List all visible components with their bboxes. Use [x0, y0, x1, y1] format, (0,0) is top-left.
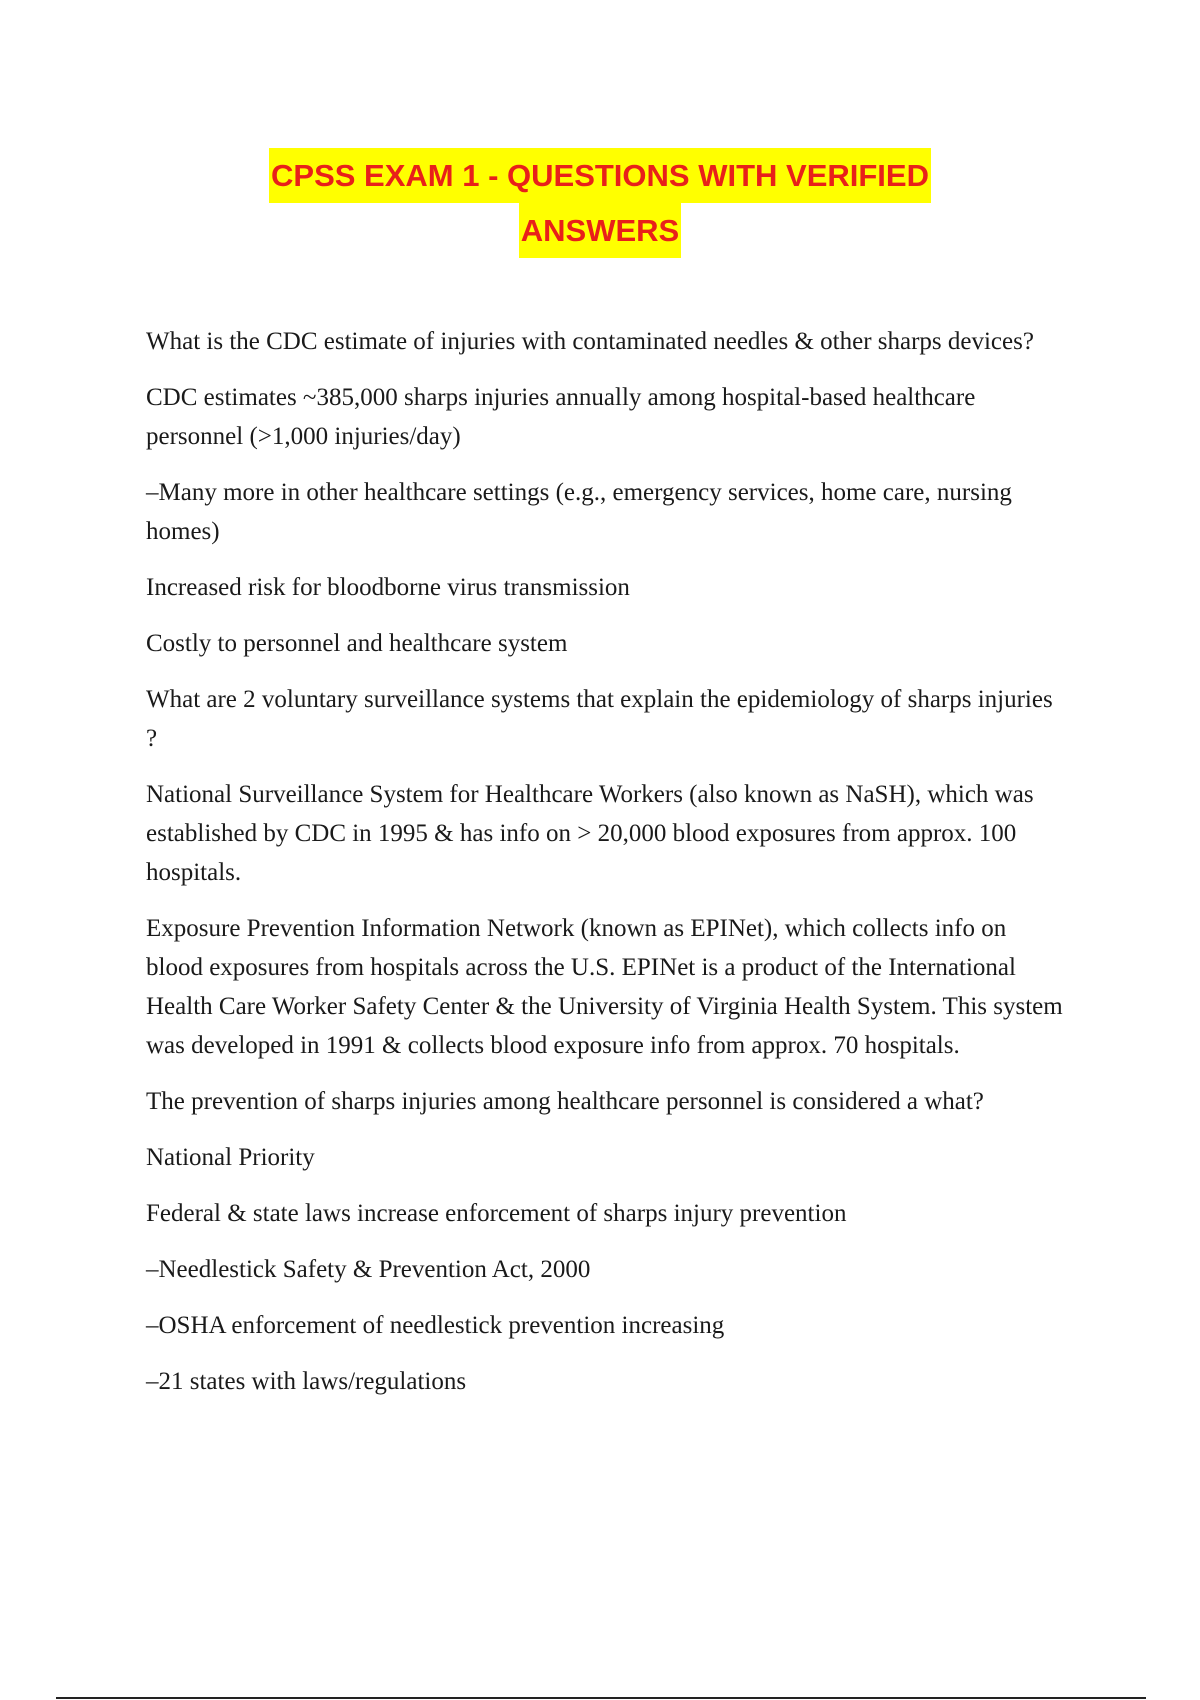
answer-other-settings: –Many more in other healthcare settings (e.g., emergency services, home care, nursing homes) [146, 479, 1012, 545]
answer-needlestick-act: –Needlestick Safety & Prevention Act, 2000 [146, 1256, 591, 1283]
answer-epinet: Exposure Prevention Information Network (known as EPINet), which collects info on blood exposures from hospitals across the U.S. EPINet is a product of the International Health Care Worker Safety Center & the University of Virginia Health System. This system was developed in 1991 & collects blood exposure info from approx. 70 hospitals. [146, 915, 1063, 1059]
question-cdc-estimate: What is the CDC estimate of injuries with contaminated needles & other sharps devices? [146, 328, 1034, 355]
answer-federal-state-laws: Federal & state laws increase enforcement of sharps injury prevention [146, 1200, 847, 1227]
answer-costly: Costly to personnel and healthcare system [146, 630, 568, 657]
answer-osha-enforcement: –OSHA enforcement of needlestick prevention increasing [146, 1312, 725, 1339]
answer-cdc-estimate: CDC estimates ~385,000 sharps injuries annually among hospital-based healthcare personnel (>1,000 injuries/day) [146, 384, 976, 450]
answer-nash: National Surveillance System for Healthcare Workers (also known as NaSH), which was established by CDC in 1995 & has info on > 20,000 blood exposures from approx. 100 hospitals. [146, 781, 1034, 886]
page-bottom-rule [56, 1697, 1146, 1699]
answer-national-priority: National Priority [146, 1144, 315, 1171]
question-prevention-priority: The prevention of sharps injuries among healthcare personnel is considered a what? [146, 1088, 984, 1115]
title-line-2: ANSWERS [519, 203, 681, 258]
question-surveillance-systems: What are 2 voluntary surveillance systems that explain the epidemiology of sharps injuries ? [146, 686, 1053, 752]
answer-state-laws: –21 states with laws/regulations [146, 1368, 467, 1395]
document-title [0, 148, 1200, 258]
answer-increased-risk: Increased risk for bloodborne virus transmission [146, 574, 630, 601]
document-body [146, 322, 1066, 1418]
title-line-1: CPSS EXAM 1 - QUESTIONS WITH VERIFIED [269, 148, 931, 203]
